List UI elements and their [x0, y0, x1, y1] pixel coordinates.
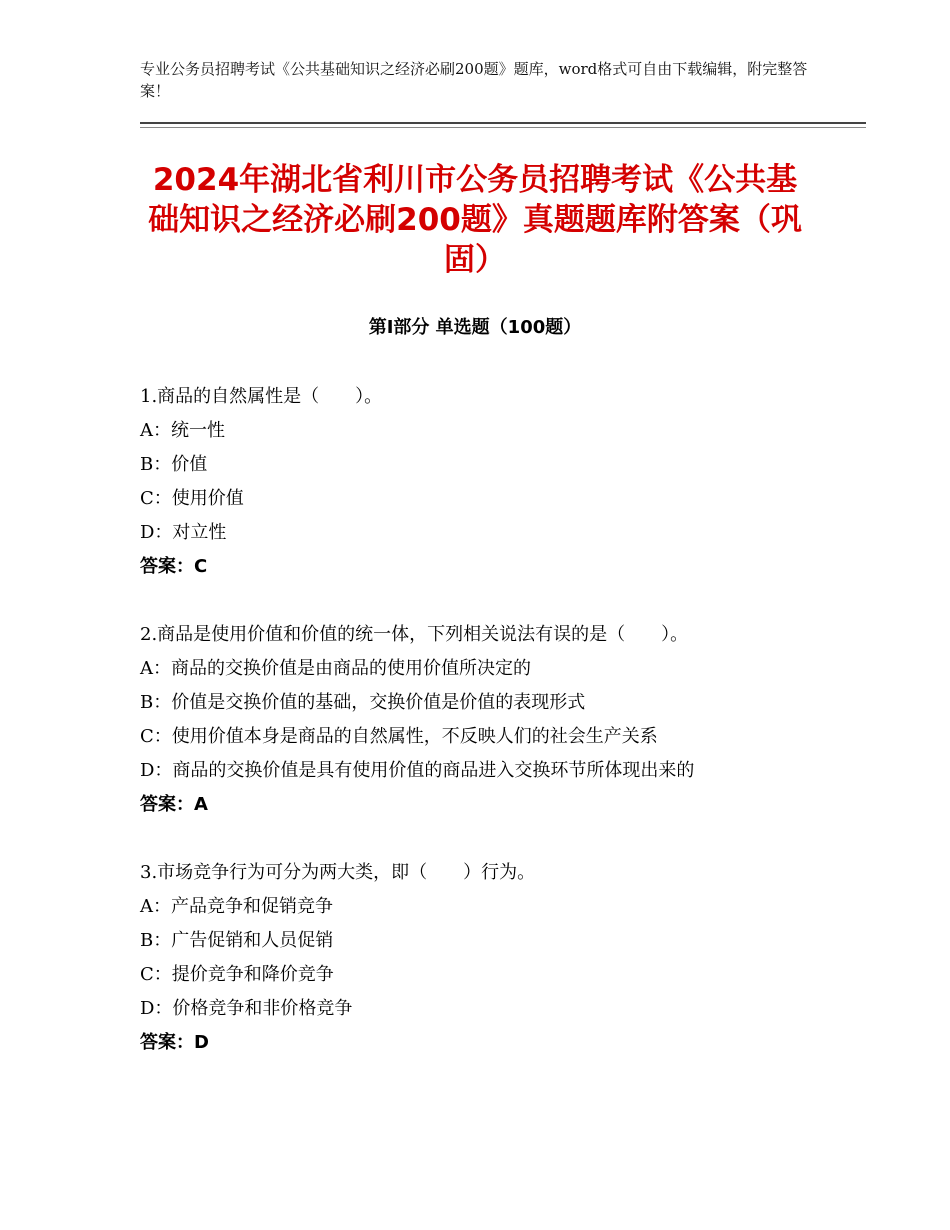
answer-label: 答案：D [140, 1032, 209, 1053]
option-b: B：价值 [140, 454, 208, 475]
section-heading: 第Ⅰ部分 单选题（100题） [368, 317, 582, 338]
answer-label: 答案：C [140, 556, 208, 577]
question-stem: 2.商品是使用价值和价值的统一体，下列相关说法有误的是（ ）。 [140, 624, 689, 645]
option-d: D：对立性 [140, 522, 227, 543]
option-b: B：广告促销和人员促销 [140, 930, 334, 951]
document-title: 2024年湖北省利川市公务员招聘考试《公共基础知识之经济必刷200题》真题题库附答案（巩固） [148, 162, 802, 278]
question-3 [140, 856, 830, 1060]
question-stem: 3.市场竞争行为可分为两大类，即（ ）行为。 [140, 862, 536, 883]
question-list [140, 380, 830, 1094]
option-c: C：使用价值 [140, 488, 244, 509]
answer-label: 答案：A [140, 794, 208, 815]
option-a: A：产品竞争和促销竞争 [140, 896, 333, 917]
option-c: C：使用价值本身是商品的自然属性，不反映人们的社会生产关系 [140, 726, 658, 747]
question-1 [140, 380, 830, 584]
option-a: A：商品的交换价值是由商品的使用价值所决定的 [140, 658, 531, 679]
question-2 [140, 618, 830, 822]
option-a: A：统一性 [140, 420, 225, 441]
option-c: C：提价竞争和降价竞争 [140, 964, 334, 985]
option-d: D：价格竞争和非价格竞争 [140, 998, 353, 1019]
option-b: B：价值是交换价值的基础，交换价值是价值的表现形式 [140, 692, 586, 713]
header-rule-thin [140, 127, 866, 128]
option-d: D：商品的交换价值是具有使用价值的商品进入交换环节所体现出来的 [140, 760, 695, 781]
header-rule-thick [140, 122, 866, 124]
header-note: 专业公务员招聘考试《公共基础知识之经济必刷200题》题库，word格式可自由下载编辑，附完整答案！ [140, 60, 808, 100]
question-stem: 1.商品的自然属性是（ ）。 [140, 386, 383, 407]
